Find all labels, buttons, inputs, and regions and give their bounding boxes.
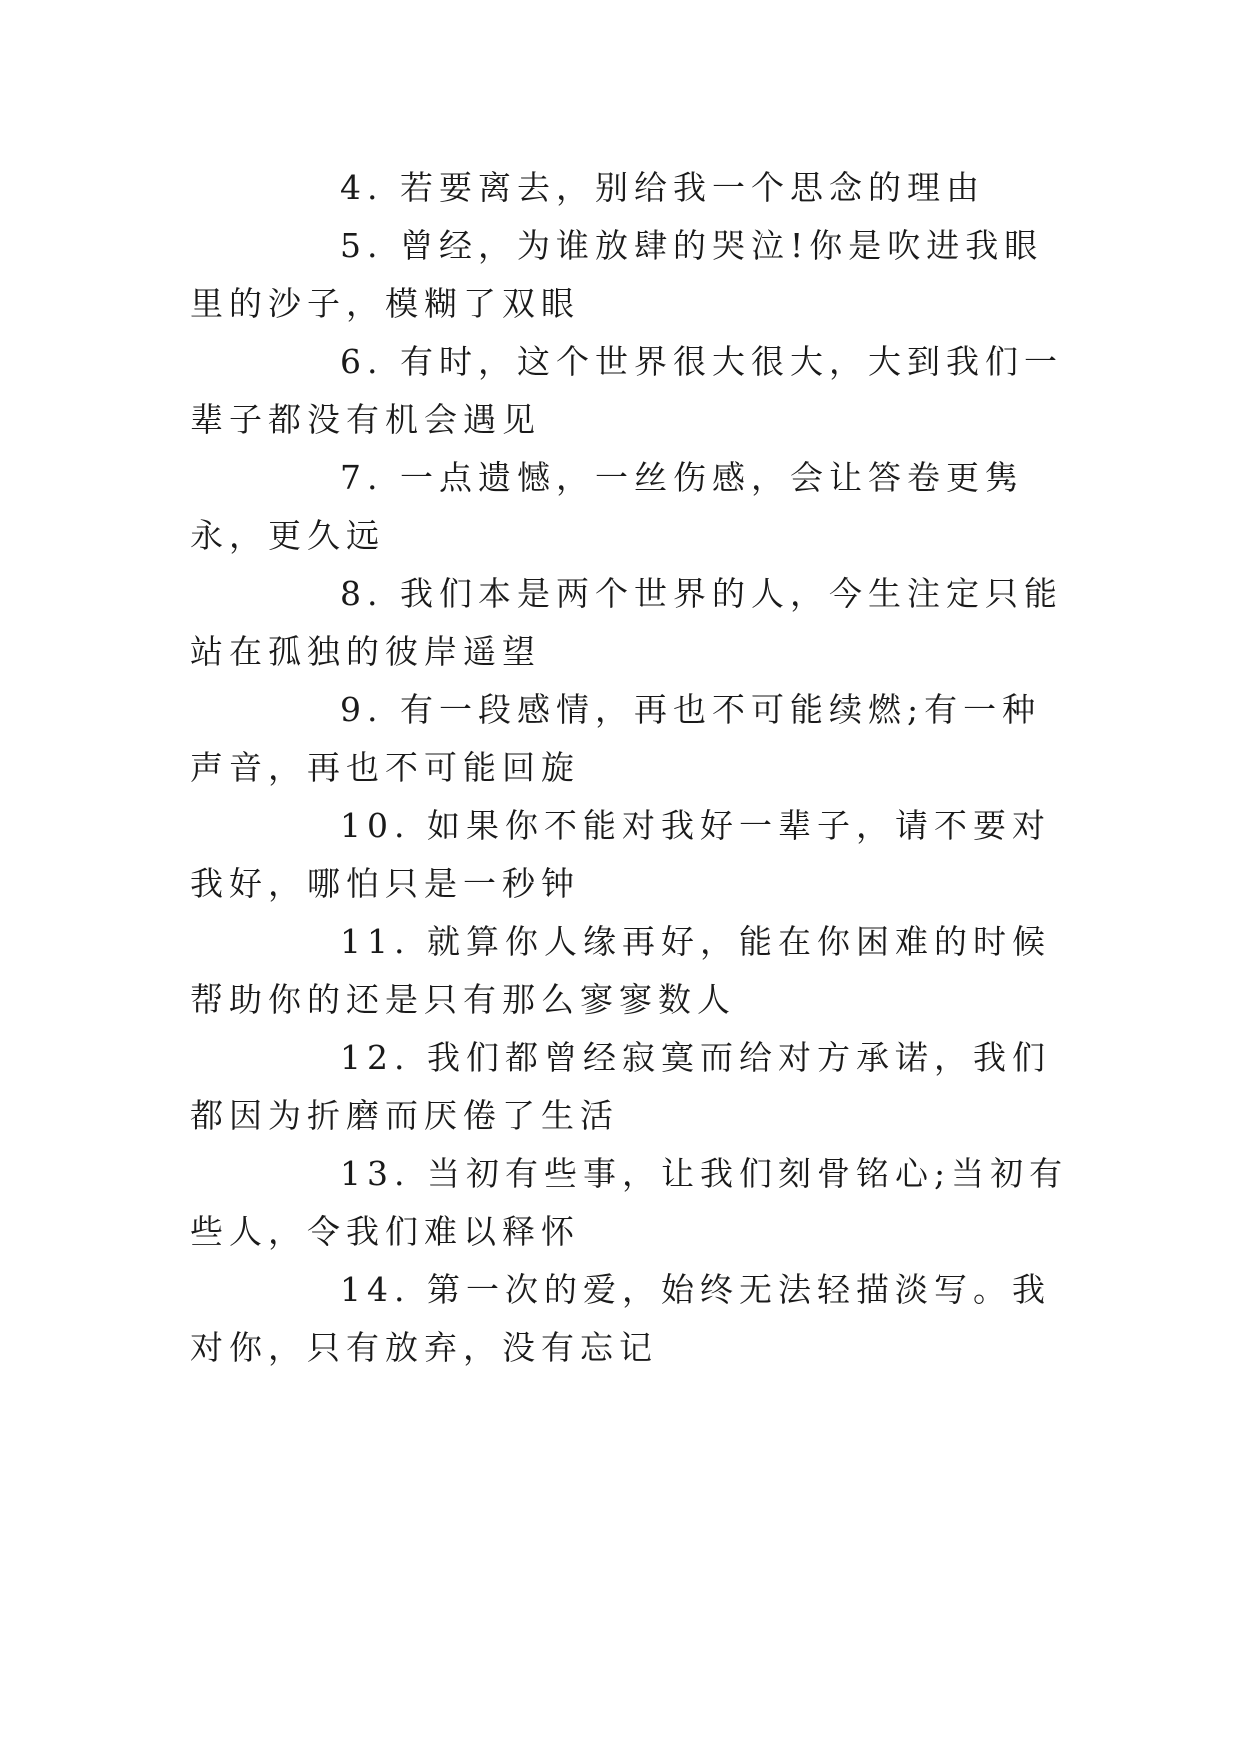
item-text: 若要离去，别给我一个思念的理由 bbox=[400, 168, 985, 207]
list-item bbox=[190, 1261, 1070, 1377]
item-text: 当初有些事，让我们刻骨铭心;当初有些人，令我们难以释怀 bbox=[190, 1154, 1069, 1251]
item-text: 第一次的爱，始终无法轻描淡写。我对你，只有放弃，没有忘记 bbox=[190, 1270, 1051, 1367]
list-item bbox=[190, 681, 1070, 797]
list-item bbox=[190, 449, 1070, 565]
list-item bbox=[190, 565, 1070, 681]
item-number: 11. bbox=[340, 922, 411, 961]
item-text: 就算你人缘再好，能在你困难的时候帮助你的还是只有那么寥寥数人 bbox=[190, 922, 1051, 1019]
list-item bbox=[190, 1029, 1070, 1145]
item-number: 8. bbox=[340, 574, 384, 613]
item-number: 14. bbox=[340, 1270, 411, 1309]
list-item bbox=[190, 159, 1070, 217]
item-number: 7. bbox=[340, 458, 384, 497]
item-number: 9. bbox=[340, 690, 384, 729]
item-text: 我们都曾经寂寞而给对方承诺，我们都因为折磨而厌倦了生活 bbox=[190, 1038, 1051, 1135]
list-item bbox=[190, 217, 1070, 333]
item-text: 我们本是两个世界的人，今生注定只能站在孤独的彼岸遥望 bbox=[190, 574, 1063, 671]
list-item bbox=[190, 913, 1070, 1029]
list-item bbox=[190, 1145, 1070, 1261]
item-number: 6. bbox=[340, 342, 384, 381]
item-number: 13. bbox=[340, 1154, 411, 1193]
quote-list bbox=[190, 159, 1070, 1377]
item-text: 有一段感情，再也不可能续燃;有一种声音，再也不可能回旋 bbox=[190, 690, 1042, 787]
item-number: 4. bbox=[340, 168, 384, 207]
item-text: 曾经，为谁放肆的哭泣!你是吹进我眼里的沙子，模糊了双眼 bbox=[190, 226, 1044, 323]
item-number: 5. bbox=[340, 226, 384, 265]
item-text: 如果你不能对我好一辈子，请不要对我好，哪怕只是一秒钟 bbox=[190, 806, 1051, 903]
list-item bbox=[190, 333, 1070, 449]
item-number: 10. bbox=[340, 806, 411, 845]
list-item bbox=[190, 797, 1070, 913]
item-text: 一点遗憾，一丝伤感，会让答卷更隽永，更久远 bbox=[190, 458, 1024, 555]
item-text: 有时，这个世界很大很大，大到我们一辈子都没有机会遇见 bbox=[190, 342, 1063, 439]
item-number: 12. bbox=[340, 1038, 411, 1077]
